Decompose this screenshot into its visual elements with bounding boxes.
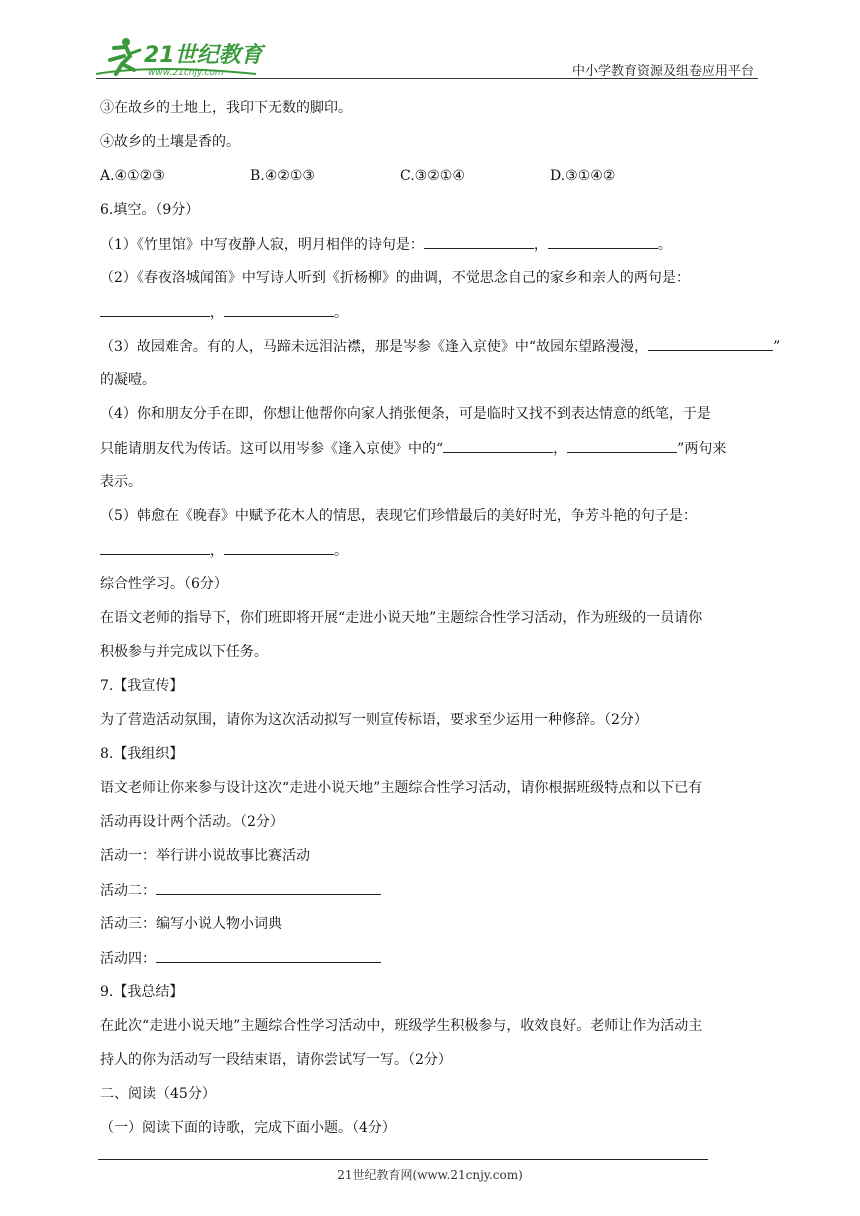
logo-21cnjy — [96, 34, 266, 78]
period: 。 — [334, 543, 348, 559]
intro-line-1: 在语文老师的指导下，你们班即将开展“走进小说天地”主题综合性学习活动，作为班级的一员请你 — [100, 610, 703, 626]
quote-close: ” — [773, 339, 781, 355]
blank[interactable] — [156, 948, 381, 963]
period: 。 — [334, 305, 348, 321]
fill-5-blanks — [100, 540, 765, 574]
activity-1: 活动一：举行讲小说故事比赛活动 — [100, 848, 310, 864]
blank[interactable] — [100, 540, 210, 555]
blank[interactable] — [648, 336, 773, 351]
comma: ， — [533, 237, 548, 253]
footer-divider — [98, 1159, 708, 1160]
section-comprehensive: 综合性学习。（6分） — [100, 576, 228, 592]
question-9-title: 9.【我总结】 — [100, 984, 184, 1000]
blank[interactable] — [424, 234, 534, 249]
fill-5: （5）韩愈在《晚春》中赋予花木人的情思，表现它们珍惜最后的美好时光，争芳斗艳的句子是： — [100, 508, 697, 524]
question-8-text-1: 语文老师让你来参与设计这次“走进小说天地”主题综合性学习活动，请你根据班级特点和以下已有 — [100, 780, 703, 796]
fill-2: （2）《春夜洛城闻笛》中写诗人听到《折杨柳》的曲调，不觉思念自己的家乡和亲人的两句是： — [100, 270, 690, 286]
blank[interactable] — [224, 302, 334, 317]
question-9-text-1: 在此次“走进小说天地”主题综合性学习活动中，班级学生积极参与，收效良好。老师让作为活动主 — [100, 1018, 703, 1034]
fill-3-text: （3）故园难舍。有的人，马蹄未远泪沾襟，那是岑参《逢入京使》中“故园东望路漫漫， — [100, 339, 649, 355]
logo-url: www.21cnjy.com — [148, 68, 224, 78]
activity-2-label: 活动二： — [100, 883, 156, 899]
activity-4 — [100, 948, 765, 982]
comma: ， — [553, 441, 568, 457]
fill-1 — [100, 234, 765, 268]
option-c: C.③②①④ — [400, 168, 465, 184]
option-d: D.③①④② — [550, 168, 616, 184]
footer-text: 21世纪教育网(www.21cnjy.com) — [337, 1168, 523, 1182]
fill-4: （4）你和朋友分手在即，你想让他帮你向家人捎张便条，可是临时又找不到表达情意的纸笔，于是 — [100, 406, 711, 422]
sentence-3: ③在故乡的土地上，我印下无数的脚印。 — [100, 100, 352, 116]
question-6-title: 6.填空。（9分） — [100, 202, 200, 218]
section-reading: 二、阅读（45分） — [100, 1086, 216, 1102]
blank[interactable] — [100, 302, 210, 317]
page-content — [100, 98, 781, 1152]
comma: ， — [210, 543, 224, 559]
page-header — [96, 28, 758, 80]
answer-options — [100, 166, 765, 200]
comma: ， — [210, 305, 224, 321]
blank[interactable] — [224, 540, 334, 555]
fill-1-text: （1）《竹里馆》中写夜静人寂，明月相伴的诗句是： — [100, 237, 424, 253]
question-7-text: 为了营造活动氛围，请你为这次活动拟写一则宣传标语，要求至少运用一种修辞。（2分） — [100, 712, 648, 728]
question-8-text-2: 活动再设计两个活动。（2分） — [100, 814, 284, 830]
blank[interactable] — [443, 438, 553, 453]
fill-4-tail: ”两句来 — [677, 441, 727, 457]
fill-3 — [100, 336, 781, 370]
sentence-4: ④故乡的土壤是香的。 — [100, 134, 240, 150]
platform-title: 中小学教育资源及组卷应用平台 — [571, 64, 754, 79]
header-divider — [96, 78, 758, 79]
fill-2-blanks — [100, 302, 765, 336]
logo-text: 21世纪教育 — [144, 43, 263, 68]
fill-3-end: 的凝噎。 — [100, 372, 156, 388]
fill-4-end: 表示。 — [100, 474, 142, 490]
period: 。 — [657, 237, 672, 253]
option-b: B.④②①③ — [250, 168, 315, 184]
blank[interactable] — [567, 438, 677, 453]
reading-1-title: （一）阅读下面的诗歌，完成下面小题。（4分） — [100, 1120, 396, 1136]
fill-4-cont — [100, 438, 765, 472]
blank[interactable] — [548, 234, 658, 249]
activity-4-label: 活动四： — [100, 951, 156, 967]
intro-line-2: 积极参与并完成以下任务。 — [100, 644, 268, 660]
fill-4-text: 只能请朋友代为传话。这可以用岑参《逢入京使》中的“ — [100, 441, 444, 457]
question-7-title: 7.【我宣传】 — [100, 678, 184, 694]
activity-3: 活动三：编写小说人物小词典 — [100, 916, 282, 932]
question-9-text-2: 持人的你为活动写一段结束语，请你尝试写一写。（2分） — [100, 1052, 452, 1068]
option-a: A.④①②③ — [100, 168, 165, 184]
question-8-title: 8.【我组织】 — [100, 746, 184, 762]
blank[interactable] — [156, 880, 381, 895]
activity-2 — [100, 880, 765, 914]
